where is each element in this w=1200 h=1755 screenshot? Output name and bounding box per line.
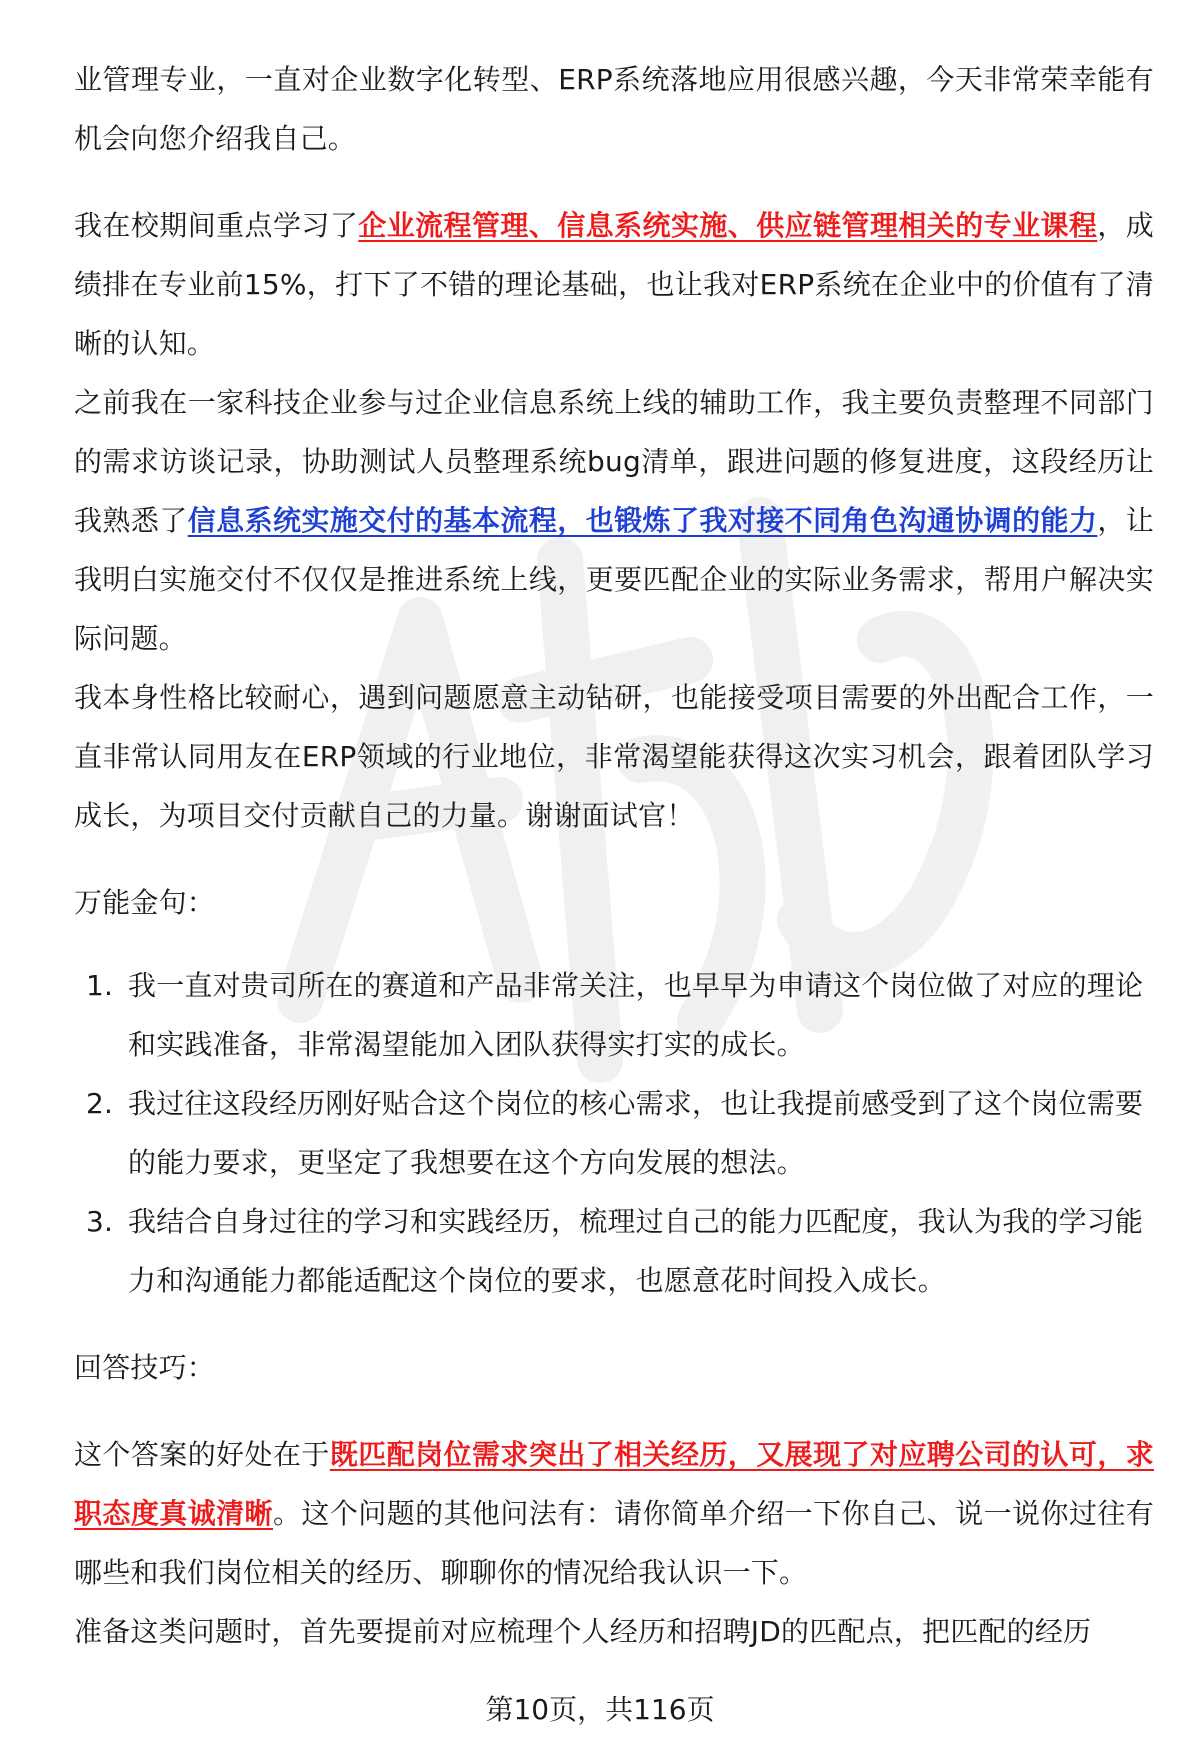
experience-paragraph [74,373,1154,668]
list-item-number: 2. [86,1087,114,1120]
golden-sentences-list [74,956,1154,1310]
list-item-number: 3. [86,1205,114,1238]
tips-heading: 回答技巧： [74,1351,216,1384]
list-item-text: 我过往这段经历刚好贴合这个岗位的核心需求，也让我提前感受到了这个岗位需要的能力要求，更坚定了我想要在这个方向发展的想法。 [128,1087,1144,1179]
golden-sentences-heading: 万能金句： [74,886,216,919]
personality-text: 我本身性格比较耐心，遇到问题愿意主动钻研，也能接受项目需要的外出配合工作，一直非常认同用友在ERP领域的行业地位，非常渴望能获得这次实习机会，跟着团队学习成长，为项目交付贡献自己的力量。谢谢面试官！ [74,681,1154,832]
list-item-number: 1. [86,969,114,1002]
tips-paragraph [74,1425,1154,1602]
tips-text-before: 这个答案的好处在于 [74,1438,330,1471]
experience-text-after: ，让我明白实施交付不仅仅是推进系统上线，更要匹配企业的实际业务需求，帮用户解决实际问题。 [74,504,1155,655]
preparation-paragraph [74,1602,1154,1661]
experience-highlight: 信息系统实施交付的基本流程，也锻炼了我对接不同角色沟通协调的能力 [187,504,1098,537]
intro-text: 业管理专业，一直对企业数字化转型、ERP系统落地应用很感兴趣，今天非常荣幸能有机会向您介绍我自己。 [74,63,1154,155]
tips-text-after: 。这个问题的其他问法有：请你简单介绍一下你自己、说一说你过往有哪些和我们岗位相关的经历、聊聊你的情况给我认识一下。 [74,1497,1154,1589]
list-item [74,1192,1154,1310]
personality-paragraph [74,668,1154,845]
tips-highlight: 既匹配岗位需求突出了相关经历，又展现了对应聘公司的认可，求职态度真诚清晰 [74,1438,1154,1530]
list-item-text: 我一直对贵司所在的赛道和产品非常关注，也早早为申请这个岗位做了对应的理论和实践准备，非常渴望能加入团队获得实打实的成长。 [128,969,1144,1061]
study-text-after: ，成绩排在专业前15%，打下了不错的理论基础，也让我对ERP系统在企业中的价值有了清晰的认知。 [74,209,1154,360]
page-number: 第10页，共116页 [485,1693,715,1726]
study-paragraph [74,196,1154,373]
study-text-before: 我在校期间重点学习了 [74,209,359,242]
list-item-text: 我结合自身过往的学习和实践经历，梳理过自己的能力匹配度，我认为我的学习能力和沟通能力都能适配这个岗位的要求，也愿意花时间投入成长。 [128,1205,1144,1297]
document-body [74,50,1154,1661]
list-item [74,1074,1154,1192]
intro-paragraph [74,50,1154,168]
study-highlight: 企业流程管理、信息系统实施、供应链管理相关的专业课程 [358,209,1098,242]
preparation-text: 准备这类问题时，首先要提前对应梳理个人经历和招聘JD的匹配点，把匹配的经历 [74,1615,1092,1648]
experience-text-before: 之前我在一家科技企业参与过企业信息系统上线的辅助工作，我主要负责整理不同部门的需求访谈记录，协助测试人员整理系统bug清单，跟进问题的修复进度，这段经历让我熟悉了 [74,386,1154,537]
list-item [74,956,1154,1074]
